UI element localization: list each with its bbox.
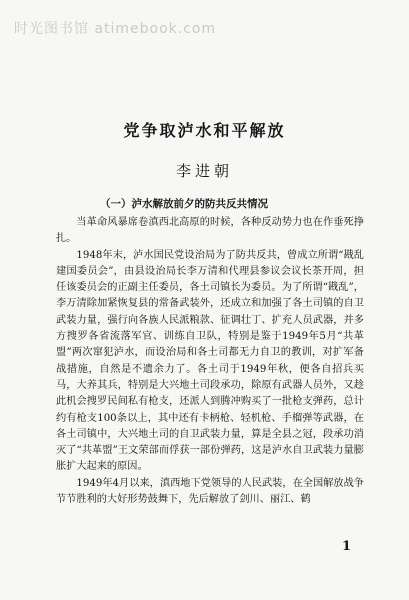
body-text bbox=[56, 215, 364, 508]
document-title: 党争取泸水和平解放 bbox=[123, 121, 286, 140]
author-name: 李进朝 bbox=[175, 162, 233, 180]
paragraph: 1948年末，泸水国民党设治局为了防共反共，曾成立所谓“戡乱建国委员会”，由县设治局长李万清和代理县参议会议长茶开周，担任该委员会的正副主任委员，各土司镇长为委员。为了所谓“戡乱”，李万清除加紧恢复县的常备武装外，还成立和加强了各土司镇的自卫武装力量，强行向各族人民派粮款、征调壮丁、扩充人员武器，并多方搜罗各省流落军官、训练自卫队，特别是鉴于1949年5月“共革盟”两次窜犯泸水，而设治局和各土司都无力自卫的教训，对扩军备战措施，自然是不遗余力了。各土司于1949年秋，便各自招兵买马，大养其兵，特别是大兴地土司段承功，除原有武器人员外，又趁此机会搜罗民间私有枪支，还派人到腾冲购买了一批枪支弹药，总计约有枪支100条以上，其中还有卡柄枪、轻机枪、手榴弹等武器，在各土司镇中，大兴地土司的自卫武装力量，算是全县之冠，段承功消灭了“共革盟”王文荣部而俘获一部份弹药，这是泸水自卫武装力量膨胀扩大起来的原因。 bbox=[56, 249, 364, 473]
paragraph: 当革命风暴席卷滇西北高原的时候，各种反动势力也在作垂死挣扎。 bbox=[56, 217, 364, 245]
watermark: 时光图书馆 atimebook.com bbox=[14, 21, 217, 37]
page-number: 1 bbox=[341, 539, 351, 554]
section-heading: （一）泸水解放前夕的防共反共情况 bbox=[100, 198, 268, 210]
paragraph: 1949年4月以来，滇西地下党领导的人民武装，在全国解放战争节节胜利的大好形势鼓舞下，先后解放了剑川、丽江、鹤 bbox=[56, 477, 364, 506]
